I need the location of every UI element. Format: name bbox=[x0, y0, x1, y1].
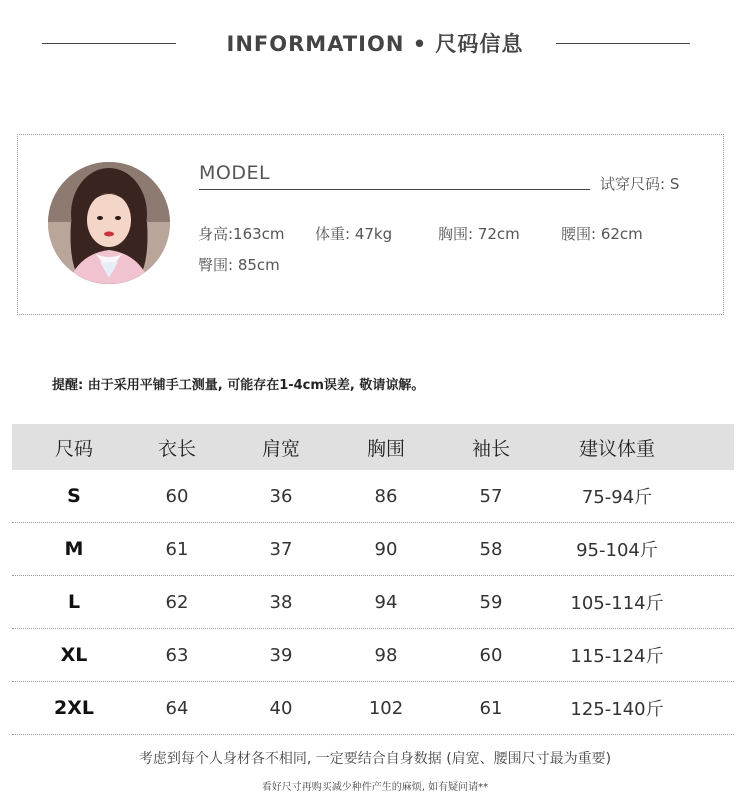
cell-sleeve: 58 bbox=[479, 538, 503, 560]
footer-subnote: 看好尺寸再购买减少种件产生的麻烦, 如有疑问请** bbox=[261, 782, 489, 793]
header-size: 尺码 bbox=[54, 437, 93, 460]
footer-note: 考虑到每个人身材各不相同, 一定要结合自身数据 (肩宽、腰围尺寸最为重要) bbox=[138, 751, 612, 767]
cell-size: L bbox=[67, 591, 81, 613]
cell-shoulder: 38 bbox=[269, 591, 293, 613]
table-row bbox=[12, 629, 734, 682]
cell-bust: 98 bbox=[374, 644, 398, 666]
cell-bust: 86 bbox=[374, 485, 398, 507]
cell-weight: 125-140斤 bbox=[570, 699, 664, 720]
header-line-right bbox=[556, 43, 690, 44]
cell-bust: 94 bbox=[374, 591, 398, 613]
cell-size: S bbox=[67, 485, 81, 507]
section-header bbox=[0, 24, 750, 64]
cell-length: 63 bbox=[165, 644, 189, 666]
page-title: INFORMATION • 尺码信息 bbox=[226, 32, 524, 56]
model-divider bbox=[199, 189, 590, 190]
cell-weight: 115-124斤 bbox=[570, 646, 664, 667]
cell-weight: 75-94斤 bbox=[581, 487, 653, 508]
cell-size: 2XL bbox=[54, 697, 94, 719]
size-table bbox=[12, 424, 734, 735]
model-label: MODEL bbox=[199, 162, 271, 184]
cell-shoulder: 39 bbox=[269, 644, 293, 666]
header-weight: 建议体重 bbox=[578, 437, 655, 460]
cell-length: 64 bbox=[165, 697, 189, 719]
cell-shoulder: 40 bbox=[269, 697, 293, 719]
model-avatar bbox=[48, 162, 170, 284]
cell-sleeve: 61 bbox=[479, 697, 503, 719]
measurement-waist: 腰围: 62cm bbox=[561, 225, 643, 243]
cell-sleeve: 59 bbox=[479, 591, 503, 613]
cell-weight: 95-104斤 bbox=[576, 540, 658, 561]
header-shoulder: 肩宽 bbox=[261, 437, 300, 460]
model-info-box bbox=[17, 134, 724, 315]
cell-weight: 105-114斤 bbox=[570, 593, 664, 614]
cell-size: XL bbox=[60, 644, 88, 666]
fit-size: 试穿尺码: S bbox=[600, 175, 680, 193]
cell-sleeve: 57 bbox=[479, 485, 503, 507]
measurement-height: 身高:163cm bbox=[198, 225, 285, 243]
cell-shoulder: 36 bbox=[269, 485, 293, 507]
cell-size: M bbox=[64, 538, 84, 560]
header-sleeve: 袖长 bbox=[471, 437, 510, 460]
header-length: 衣长 bbox=[157, 437, 196, 460]
measurement-hip: 臀围: 85cm bbox=[198, 256, 280, 274]
cell-shoulder: 37 bbox=[269, 538, 293, 560]
table-row bbox=[12, 523, 734, 576]
measurement-notice: 提醒: 由于采用平铺手工测量, 可能存在1-4cm误差, 敬请谅解。 bbox=[52, 378, 425, 393]
cell-sleeve: 60 bbox=[479, 644, 503, 666]
table-header bbox=[12, 424, 734, 470]
table-row bbox=[12, 470, 734, 523]
table-row bbox=[12, 682, 734, 735]
header-bust: 胸围 bbox=[366, 437, 405, 460]
cell-bust: 90 bbox=[374, 538, 398, 560]
table-row bbox=[12, 576, 734, 629]
cell-length: 62 bbox=[165, 591, 189, 613]
cell-length: 60 bbox=[165, 485, 189, 507]
cell-length: 61 bbox=[165, 538, 189, 560]
measurement-bust: 胸围: 72cm bbox=[438, 225, 520, 243]
cell-bust: 102 bbox=[368, 697, 404, 719]
measurement-weight: 体重: 47kg bbox=[315, 225, 393, 243]
